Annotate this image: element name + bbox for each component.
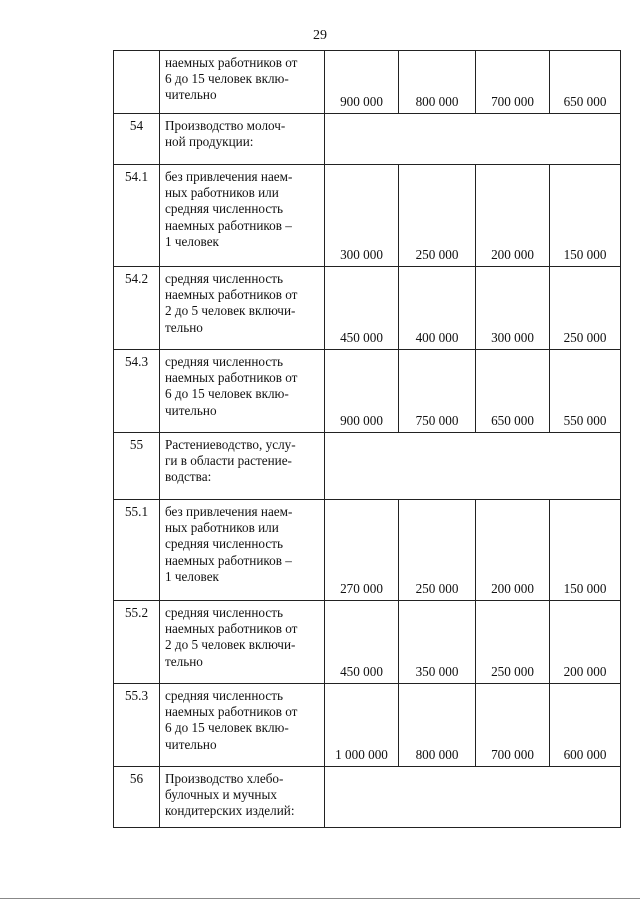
activity-name-line: ных работников или — [165, 185, 279, 201]
activity-name-line: Производство молоч- — [165, 118, 286, 133]
empty-merged-cell — [325, 114, 621, 165]
activity-name-line: ной продукции: — [165, 134, 254, 150]
activity-name-line: 1 человек — [165, 233, 219, 249]
amount-cell: 450 000 — [325, 267, 399, 350]
activity-name — [160, 601, 325, 684]
table-row — [113, 767, 621, 828]
activity-name-line: ги в области растение- — [165, 453, 292, 469]
activity-name-line: тельно — [165, 319, 203, 335]
table-row — [113, 350, 621, 433]
amount-cell: 1 000 000 — [325, 684, 399, 767]
amount-cell: 450 000 — [325, 601, 399, 684]
activity-name — [160, 684, 325, 767]
table-row — [113, 601, 621, 684]
activity-name-line: 6 до 15 человек вклю- — [165, 720, 289, 736]
amount-cell: 250 000 — [399, 500, 476, 601]
table-row — [113, 50, 621, 114]
activity-name-line: водства: — [165, 469, 212, 485]
amount-cell: 750 000 — [399, 350, 476, 433]
activity-name — [160, 433, 325, 500]
activity-name-line: булочных и мучных — [165, 787, 277, 803]
activity-name-line: средняя численность — [165, 201, 283, 217]
activity-name-line: без привлечения наем- — [165, 504, 293, 519]
activity-name-line: чительно — [165, 736, 217, 752]
row-number — [113, 50, 160, 114]
activity-name-line: 2 до 5 человек включи- — [165, 637, 296, 653]
table-row — [113, 165, 621, 267]
activity-name-line: средняя численность — [165, 605, 283, 620]
amount-cell: 650 000 — [476, 350, 550, 433]
amount-cell: 400 000 — [399, 267, 476, 350]
page-number: 29 — [313, 28, 327, 43]
activity-name-line: наемных работников – — [165, 552, 292, 568]
activity-name — [160, 350, 325, 433]
activity-name-line: средняя численность — [165, 354, 283, 369]
amount-cell: 270 000 — [325, 500, 399, 601]
amount-cell: 700 000 — [476, 684, 550, 767]
amount-cell: 300 000 — [325, 165, 399, 267]
activity-name-line: Растениеводство, услу- — [165, 437, 296, 452]
amount-cell: 800 000 — [399, 684, 476, 767]
activity-name-line: средняя численность — [165, 688, 283, 703]
row-number: 54.2 — [113, 267, 160, 350]
table-row — [113, 684, 621, 767]
activity-name-line: средняя численность — [165, 536, 283, 552]
activity-name-line: 6 до 15 человек вклю- — [165, 71, 289, 87]
amount-cell: 700 000 — [476, 50, 550, 114]
tariff-table — [113, 50, 621, 828]
activity-name-line: наемных работников от — [165, 704, 298, 720]
footer-rule — [0, 898, 640, 899]
row-number: 55.1 — [113, 500, 160, 601]
amount-cell: 150 000 — [550, 165, 621, 267]
activity-name-line: чительно — [165, 402, 217, 418]
table-row — [113, 267, 621, 350]
activity-name-line: средняя численность — [165, 271, 283, 286]
activity-name — [160, 767, 325, 828]
activity-name-line: чительно — [165, 87, 217, 103]
activity-name-line: ных работников или — [165, 520, 279, 536]
activity-name-line: наемных работников от — [165, 621, 298, 637]
amount-cell: 300 000 — [476, 267, 550, 350]
row-number: 54.1 — [113, 165, 160, 267]
amount-cell: 350 000 — [399, 601, 476, 684]
activity-name-line: кондитерских изделий: — [165, 803, 295, 819]
amount-cell: 900 000 — [325, 350, 399, 433]
activity-name-line: Производство хлебо- — [165, 771, 284, 786]
amount-cell: 150 000 — [550, 500, 621, 601]
amount-cell: 650 000 — [550, 50, 621, 114]
activity-name — [160, 114, 325, 165]
empty-merged-cell — [325, 767, 621, 828]
table-row — [113, 500, 621, 601]
activity-name-line: 1 человек — [165, 568, 219, 584]
row-number: 54.3 — [113, 350, 160, 433]
table-row — [113, 114, 621, 165]
amount-cell: 250 000 — [550, 267, 621, 350]
amount-cell: 600 000 — [550, 684, 621, 767]
activity-name-line: без привлечения наем- — [165, 169, 293, 184]
amount-cell: 200 000 — [550, 601, 621, 684]
activity-name-line: наемных работников – — [165, 217, 292, 233]
activity-name-line: тельно — [165, 653, 203, 669]
activity-name-line: наемных работников от — [165, 370, 298, 386]
amount-cell: 800 000 — [399, 50, 476, 114]
activity-name-line: наемных работников от — [165, 55, 298, 70]
amount-cell: 200 000 — [476, 165, 550, 267]
row-number: 54 — [113, 114, 160, 165]
amount-cell: 200 000 — [476, 500, 550, 601]
amount-cell: 550 000 — [550, 350, 621, 433]
empty-merged-cell — [325, 433, 621, 500]
row-number: 55.2 — [113, 601, 160, 684]
activity-name — [160, 165, 325, 267]
table-row — [113, 433, 621, 500]
amount-cell: 250 000 — [476, 601, 550, 684]
activity-name — [160, 500, 325, 601]
activity-name-line: 2 до 5 человек включи- — [165, 303, 296, 319]
activity-name-line: наемных работников от — [165, 287, 298, 303]
activity-name — [160, 50, 325, 114]
row-number: 55 — [113, 433, 160, 500]
amount-cell: 900 000 — [325, 50, 399, 114]
activity-name-line: 6 до 15 человек вклю- — [165, 386, 289, 402]
row-number: 56 — [113, 767, 160, 828]
row-number: 55.3 — [113, 684, 160, 767]
amount-cell: 250 000 — [399, 165, 476, 267]
activity-name — [160, 267, 325, 350]
